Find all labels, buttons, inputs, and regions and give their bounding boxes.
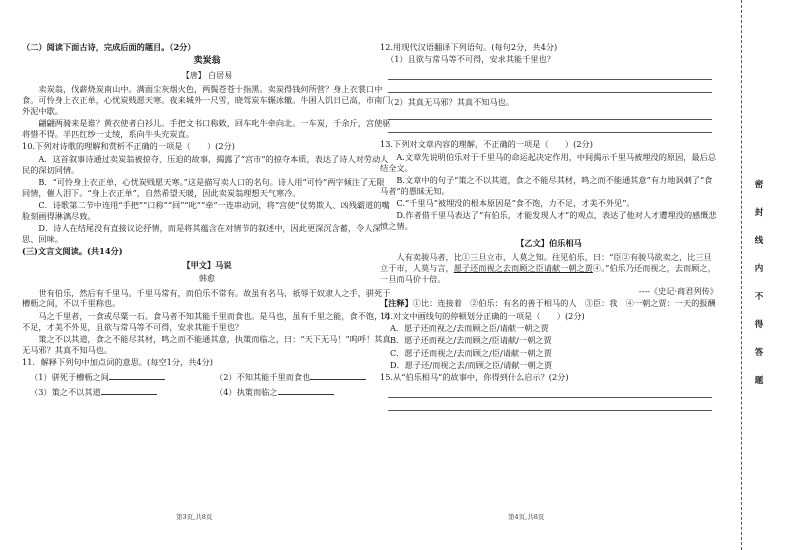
binding-char-7: 答 (754, 348, 764, 358)
yi-notes (380, 298, 718, 309)
yi-underlined-sentence: 愿子还而视之去而顾之臣请献一朝之贾 (453, 262, 593, 273)
q14-stem: 14.对文中画线句的停顿划分正确的一项是（ ）(2分) (380, 310, 585, 321)
q14-option-a: A．愿子还而视之/去而顾之臣/请献一朝之贾 (390, 322, 549, 333)
section2-heading: （二）阅读下面古诗，完成后面的题目。（2分） (22, 42, 196, 52)
q11-item-4: （4）执策而临之 (215, 386, 278, 397)
binding-char-2: 封 (754, 208, 764, 218)
q11-stem: 11．解释下列句中加点词的意思。(每空1分，共4分) (22, 357, 213, 368)
jia-para-2: 马之千里者，一食或尽粟一石。食马者不知其能千里而食也。是马也，虽有千里之能，食不饱，力不足，才美不外见，且欲与常马等不可得，安求其能千里也？ (22, 310, 391, 332)
q15-answer-line-2[interactable] (388, 398, 712, 411)
q11-answer-4[interactable] (278, 386, 334, 395)
yi-text-part-1: 人有卖骏马者，比①三旦立市，人莫之知。往见伯乐，曰：“臣②有骏马欲卖之，比三旦立于市，人莫与言， (380, 251, 712, 273)
q11-item-3: （3）策之不以其道 (30, 386, 101, 397)
yi-text (380, 252, 718, 284)
yi-source: ----《史记·商君列传》 (638, 285, 718, 296)
poem-title: 卖炭翁 (193, 55, 221, 66)
q12-stem: 12.用现代汉语翻译下列语句。(每句2分，共4分) (380, 42, 558, 52)
q11-item-2: （2）不知其能千里而食也 (215, 371, 311, 382)
q14-option-d: D．愿子还/而视之去/而顾之臣/请献一朝之贾 (390, 359, 553, 370)
binding-char-6: 得 (754, 320, 764, 330)
left-page (22, 42, 392, 401)
q14-option-c: C．愿子还而视之/去而顾之/臣/请献一朝之贾 (390, 347, 552, 358)
right-page (380, 42, 718, 411)
q11-row-1 (22, 371, 392, 383)
q12-answer-line-3[interactable] (388, 107, 712, 120)
q11-row-2 (22, 386, 392, 398)
yi-notes-label: 【注释】 (380, 298, 413, 309)
q11-answer-3[interactable] (101, 386, 157, 395)
yi-text-part-2: ④。”伯乐乃还而视之，去而顾之，一旦而马价十倍。 (380, 262, 716, 284)
poem-para-2: 翩翩两骑来是谁？黄衣使者白衫儿。手把文书口称敕，回车叱牛牵向北。一车炭，千余斤，宫使驱将惜不得。半匹红纱一丈绫，系向牛头充炭直。 (22, 118, 391, 140)
poem-para-1: 卖炭翁，伐薪烧炭南山中。满面尘灰烟火色，两鬓苍苍十指黑。卖炭得钱何所营？身上衣裳口中食。可怜身上衣正单，心忧炭贱愿天寒。夜来城外一尺雪，晓驾炭车辗冰辙。牛困人饥日已高，市南门外泥中歇。 (22, 84, 391, 116)
q10-option-a: A．这首叙事诗通过卖炭翁被掠夺、压迫的故事，揭露了“宫市”的掠夺本质，表达了诗人对劳动人民的深切同情。 (22, 153, 389, 175)
binding-notice (752, 178, 766, 386)
q12-item-1: （1）且欲与常马等不可得，安求其能千里也？ (386, 54, 555, 65)
right-page-footer: 第4页,共8页 (508, 513, 545, 521)
q10-option-c: C．诗歌第二节中连用“手把”“口称”“回”“叱”“牵”一连串动词，将“宫使”仗势欺人、凶残霸道的嘴脸刻画得淋漓尽致。 (22, 200, 390, 221)
jia-para-1: 世有伯乐，然后有千里马。千里马常有，而伯乐不常有。故虽有名马，祇辱于奴隶人之手，骈死于槽枥之间，不以千里称也。 (22, 287, 391, 309)
q11-answer-1[interactable] (109, 371, 165, 380)
q12-answer-line-4[interactable] (388, 120, 712, 133)
left-page-footer: 第3页,共8页 (176, 513, 213, 521)
q15-stem: 15.从“伯乐相马”的故事中，你得到什么启示？(2分) (380, 372, 569, 383)
q13-option-d: D.作者借千里马表达了“有伯乐，才能发现人才”的观点，表达了他对人才遭埋没的感慨悲愤之情。 (380, 210, 717, 232)
q10-option-d: D．诗人在结尾没有直接议论抒情，而是将其蕴含在对情节的叙述中，因此更深沉含蓄，令人深思、回味。 (22, 223, 381, 245)
binding-char-8: 题 (754, 376, 764, 386)
q12-answer-line-1[interactable] (388, 67, 712, 80)
q13-option-c: C.“千里马”被埋没的根本原因是“食不饱，力不足，才美不外见”。 (396, 198, 635, 209)
q10-stem: 10.下列对诗歌的理解和赏析不正确的一项是（ ）(2分) (22, 141, 235, 152)
binding-char-5: 不 (754, 292, 764, 302)
binding-char-3: 线 (754, 236, 764, 246)
q12-answer-line-2[interactable] (388, 80, 712, 93)
section3-heading: (三)文言文阅读。(共14分) (22, 246, 123, 257)
jia-para-3: 策之不以其道，食之不能尽其材，鸣之而不能通其意，执策而临之，曰：“天下无马！”呜呼！其真无马邪？其真不知马也。 (22, 333, 391, 355)
binding-char-1: 密 (754, 180, 764, 190)
q12-item-2: （2）其真无马邪？其真不知马也。 (386, 96, 515, 107)
q11-item-1: （1）骈死于槽枥之间 (30, 371, 109, 382)
jia-title: 【甲文】马说 (182, 260, 232, 271)
q15-answer-line-1[interactable] (388, 385, 712, 398)
poem-author: 【唐】 白居易 (181, 70, 233, 80)
binding-char-4: 内 (754, 264, 764, 274)
q13-option-b: B.文章中的句子“策之不以其道，食之不能尽其材，鸣之而不能通其意”有力地讽刺了“食马者”的愚昧无知。 (380, 174, 713, 196)
q13-option-a: A.文章先说明伯乐对于千里马的命运起决定作用，中间揭示千里马被埋没的原因，最后总结全文。 (380, 151, 717, 173)
q10-option-b: B．“可怜身上衣正单，心忧炭贱愿天寒。”这是描写卖人口的名句。诗人用“可怜”两字倾注了无限同情，催人泪下。“身上衣正单”，自然希望天暖，因此卖炭翁理想天气寒冷。 (22, 176, 385, 198)
yi-notes-text: ①比：连接着 ②伯乐：有名的善于相马的人 ③臣：我 ④一朝之贾：一天的报酬 (412, 298, 716, 309)
jia-author: 韩愈 (199, 274, 215, 283)
q14-option-b: B．愿子还而视之/去而顾之/臣请献/一朝之贾 (390, 335, 552, 346)
q13-stem: 13.下列对文章内容的理解，不正确的一项是（ ）(2分) (380, 139, 593, 150)
binding-dashed-line (741, 0, 742, 550)
yi-title: 【乙文】伯乐相马 (516, 238, 582, 249)
q11-answer-2[interactable] (310, 371, 366, 380)
